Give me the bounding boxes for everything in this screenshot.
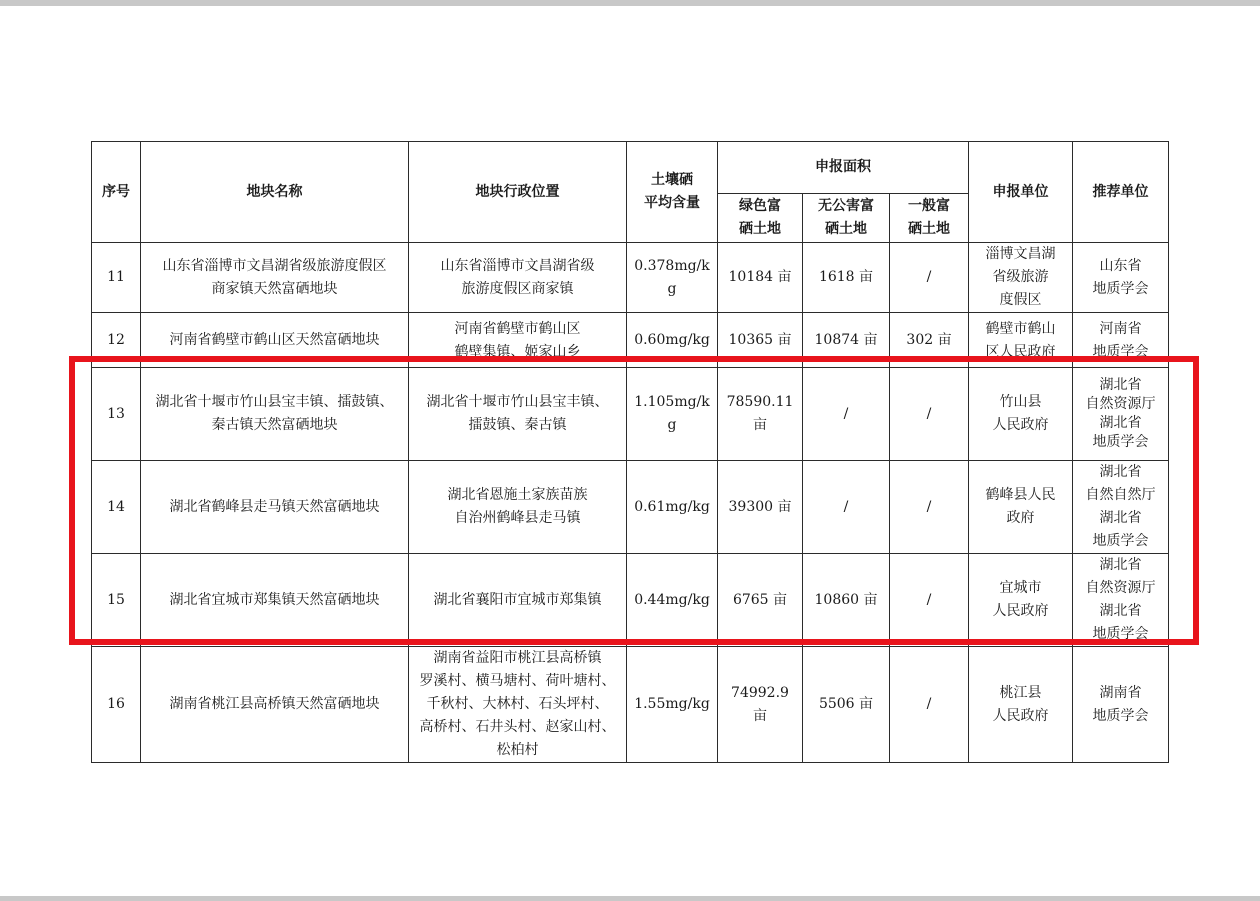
cell-location: 湖南省益阳市桃江县高桥镇 罗溪村、横马塘村、荷叶塘村、 千秋村、大林村、石头坪村、 高桥村、石井头村、赵家山村、 松柏村 (409, 647, 627, 763)
cell-soil-se: 0.378mg/k g (627, 243, 718, 313)
cell-seq: 15 (92, 554, 141, 647)
cell-green: 78590.11 亩 (718, 368, 803, 461)
cell-recommender: 山东省 地质学会 (1073, 243, 1169, 313)
cell-applicant-text: 鹤壁市鹤山 区人民政府 (985, 321, 1056, 360)
cell-location: 湖北省十堰市竹山县宝丰镇、 擂鼓镇、秦古镇 (409, 368, 627, 461)
header-area-group: 申报面积 (718, 142, 969, 194)
cell-name: 湖北省鹤峰县走马镇天然富硒地块 (141, 461, 409, 554)
selenium-land-table (91, 141, 1169, 763)
table-row (92, 368, 1169, 461)
cell-soil-se: 0.44mg/kg (627, 554, 718, 647)
cell-general: / (890, 554, 969, 647)
cell-recommender: 湖北省 自然资源厅 湖北省 地质学会 (1073, 368, 1169, 461)
cell-seq: 16 (92, 647, 141, 763)
cell-soil-se: 1.105mg/k g (627, 368, 718, 461)
table-row (92, 313, 1169, 368)
page-bottom-edge (0, 896, 1260, 901)
cell-location-text: 河南省鹤壁市鹤山区 鹤壁集镇、姬家山乡 (454, 321, 581, 360)
cell-applicant: 淄博文昌湖 省级旅游 度假区 (969, 243, 1073, 313)
table-row (92, 243, 1169, 313)
table-row (92, 554, 1169, 647)
cell-general: / (890, 461, 969, 554)
cell-applicant: 宜城市 人民政府 (969, 554, 1073, 647)
header-recommender: 推荐单位 (1073, 142, 1169, 243)
header-soil-se: 土壤硒 平均含量 (627, 142, 718, 243)
header-seq: 序号 (92, 142, 141, 243)
cell-location: 湖北省襄阳市宜城市郑集镇 (409, 554, 627, 647)
cell-soil-se: 0.61mg/kg (627, 461, 718, 554)
cell-pollution-free: 10860 亩 (803, 554, 890, 647)
cell-general: / (890, 647, 969, 763)
table-row (92, 461, 1169, 554)
cell-green: 10365 亩 (718, 313, 803, 368)
cell-seq: 14 (92, 461, 141, 554)
cell-general: / (890, 368, 969, 461)
header-location: 地块行政位置 (409, 142, 627, 243)
page-top-edge (0, 0, 1260, 6)
cell-general: 302 亩 (890, 313, 969, 368)
cell-applicant: 鹤峰县人民 政府 (969, 461, 1073, 554)
header-general: 一般富 硒土地 (890, 194, 969, 243)
cell-location: 湖北省恩施土家族苗族 自治州鹤峰县走马镇 (409, 461, 627, 554)
cell-seq: 13 (92, 368, 141, 461)
cell-green: 39300 亩 (718, 461, 803, 554)
cell-green: 10184 亩 (718, 243, 803, 313)
cell-soil-se: 1.55mg/kg (627, 647, 718, 763)
cell-location (409, 313, 627, 368)
cell-green: 6765 亩 (718, 554, 803, 647)
header-green: 绿色富 硒土地 (718, 194, 803, 243)
cell-recommender-text: 河南省 地质学会 (1092, 321, 1149, 360)
cell-applicant: 竹山县 人民政府 (969, 368, 1073, 461)
cell-location: 山东省淄博市文昌湖省级 旅游度假区商家镇 (409, 243, 627, 313)
cell-name: 湖南省桃江县高桥镇天然富硒地块 (141, 647, 409, 763)
cell-recommender (1073, 313, 1169, 368)
header-applicant: 申报单位 (969, 142, 1073, 243)
header-name: 地块名称 (141, 142, 409, 243)
cell-pollution-free: 10874 亩 (803, 313, 890, 368)
cell-recommender: 湖南省 地质学会 (1073, 647, 1169, 763)
cell-name: 湖北省十堰市竹山县宝丰镇、擂鼓镇、 秦古镇天然富硒地块 (141, 368, 409, 461)
cell-name: 河南省鹤壁市鹤山区天然富硒地块 (141, 313, 409, 368)
cell-name: 山东省淄博市文昌湖省级旅游度假区 商家镇天然富硒地块 (141, 243, 409, 313)
cell-pollution-free: / (803, 461, 890, 554)
cell-seq: 11 (92, 243, 141, 313)
cell-soil-se: 0.60mg/kg (627, 313, 718, 368)
table-row (92, 647, 1169, 763)
header-pollution-free: 无公害富 硒土地 (803, 194, 890, 243)
cell-general: / (890, 243, 969, 313)
cell-applicant: 桃江县 人民政府 (969, 647, 1073, 763)
cell-recommender: 湖北省 自然资源厅 湖北省 地质学会 (1073, 554, 1169, 647)
cell-applicant (969, 313, 1073, 368)
cell-pollution-free: / (803, 368, 890, 461)
cell-pollution-free: 5506 亩 (803, 647, 890, 763)
cell-recommender: 湖北省 自然自然厅 湖北省 地质学会 (1073, 461, 1169, 554)
cell-seq: 12 (92, 313, 141, 368)
cell-pollution-free: 1618 亩 (803, 243, 890, 313)
cell-name: 湖北省宜城市郑集镇天然富硒地块 (141, 554, 409, 647)
cell-green: 74992.9 亩 (718, 647, 803, 763)
